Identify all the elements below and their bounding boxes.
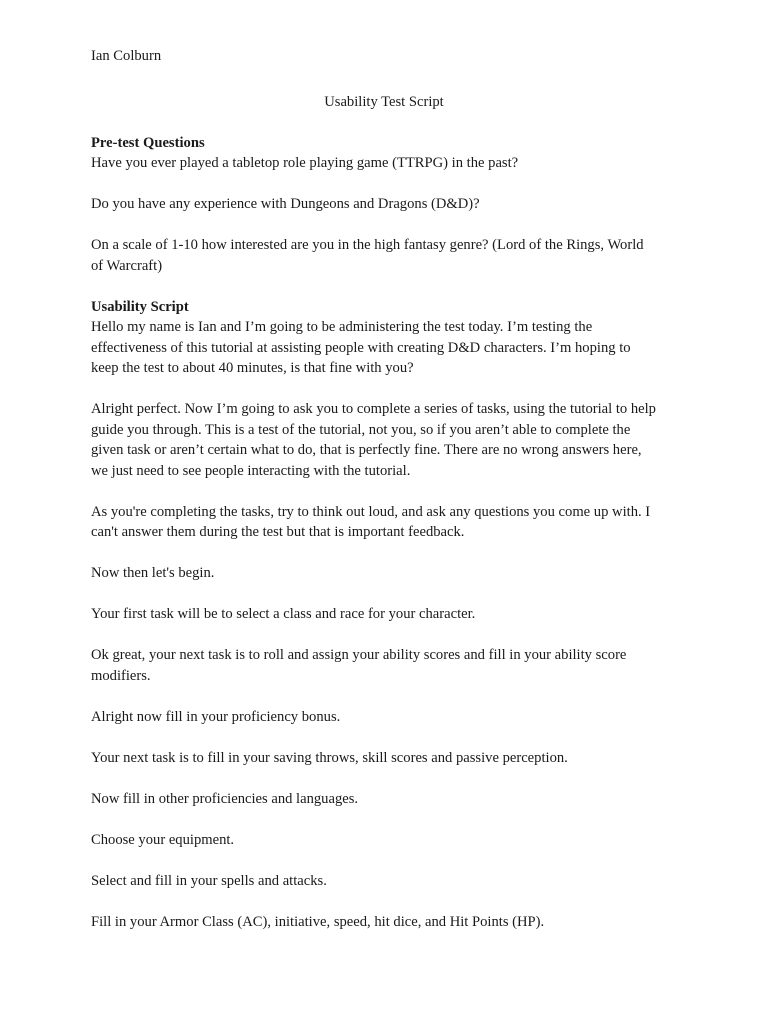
pre-test-question-2: Do you have any experience with Dungeons and Dragons (D&D)?	[91, 196, 480, 212]
script-paragraph-3-line-2: can't answer them during the test but that is important feedback.	[91, 524, 465, 540]
script-paragraph-2-line-2: guide you through. This is a test of the tutorial, not you, so if you aren’t able to complete the	[91, 422, 631, 438]
script-paragraph-2-line-1: Alright perfect. Now I’m going to ask you to complete a series of tasks, using the tutorial to help	[91, 401, 656, 417]
task-5-proficiencies-languages: Now fill in other proficiencies and languages.	[91, 791, 359, 807]
task-3-proficiency: Alright now fill in your proficiency bonus.	[91, 709, 341, 725]
script-paragraph-1-line-1: Hello my name is Ian and I’m going to be administering the test today. I’m testing the	[91, 319, 593, 335]
document-title: Usability Test Script	[324, 94, 444, 110]
pre-test-heading: Pre-test Questions	[91, 135, 205, 151]
pre-test-question-3-line-1: On a scale of 1-10 how interested are you in the high fantasy genre? (Lord of the Rings, World	[91, 237, 644, 253]
author-name: Ian Colburn	[91, 48, 162, 64]
script-paragraph-2-line-3: given task or aren’t certain what to do, that is perfectly fine. There are no wrong answers here,	[91, 442, 642, 458]
task-4-saving-throws: Your next task is to fill in your saving throws, skill scores and passive perception.	[91, 750, 568, 766]
usability-script-heading: Usability Script	[91, 299, 189, 315]
script-paragraph-2-line-4: we just need to see people interacting with the tutorial.	[91, 463, 411, 479]
task-1-class-race: Your first task will be to select a class and race for your character.	[91, 606, 476, 622]
task-8-armor-class: Fill in your Armor Class (AC), initiative, speed, hit dice, and Hit Points (HP).	[91, 914, 545, 930]
pre-test-question-1: Have you ever played a tabletop role playing game (TTRPG) in the past?	[91, 155, 519, 171]
pre-test-question-3-line-2: of Warcraft)	[91, 258, 163, 274]
script-paragraph-3-line-1: As you're completing the tasks, try to think out loud, and ask any questions you come up with. I	[91, 504, 651, 520]
task-2-line-2: modifiers.	[91, 668, 151, 684]
script-paragraph-1-line-2: effectiveness of this tutorial at assisting people with creating D&D characters. I’m hoping to	[91, 340, 631, 356]
script-paragraph-4: Now then let's begin.	[91, 565, 215, 581]
task-7-spells-attacks: Select and fill in your spells and attacks.	[91, 873, 327, 889]
script-paragraph-1-line-3: keep the test to about 40 minutes, is that fine with you?	[91, 360, 414, 376]
task-2-line-1: Ok great, your next task is to roll and assign your ability scores and fill in your ability score	[91, 647, 627, 663]
task-6-equipment: Choose your equipment.	[91, 832, 235, 848]
